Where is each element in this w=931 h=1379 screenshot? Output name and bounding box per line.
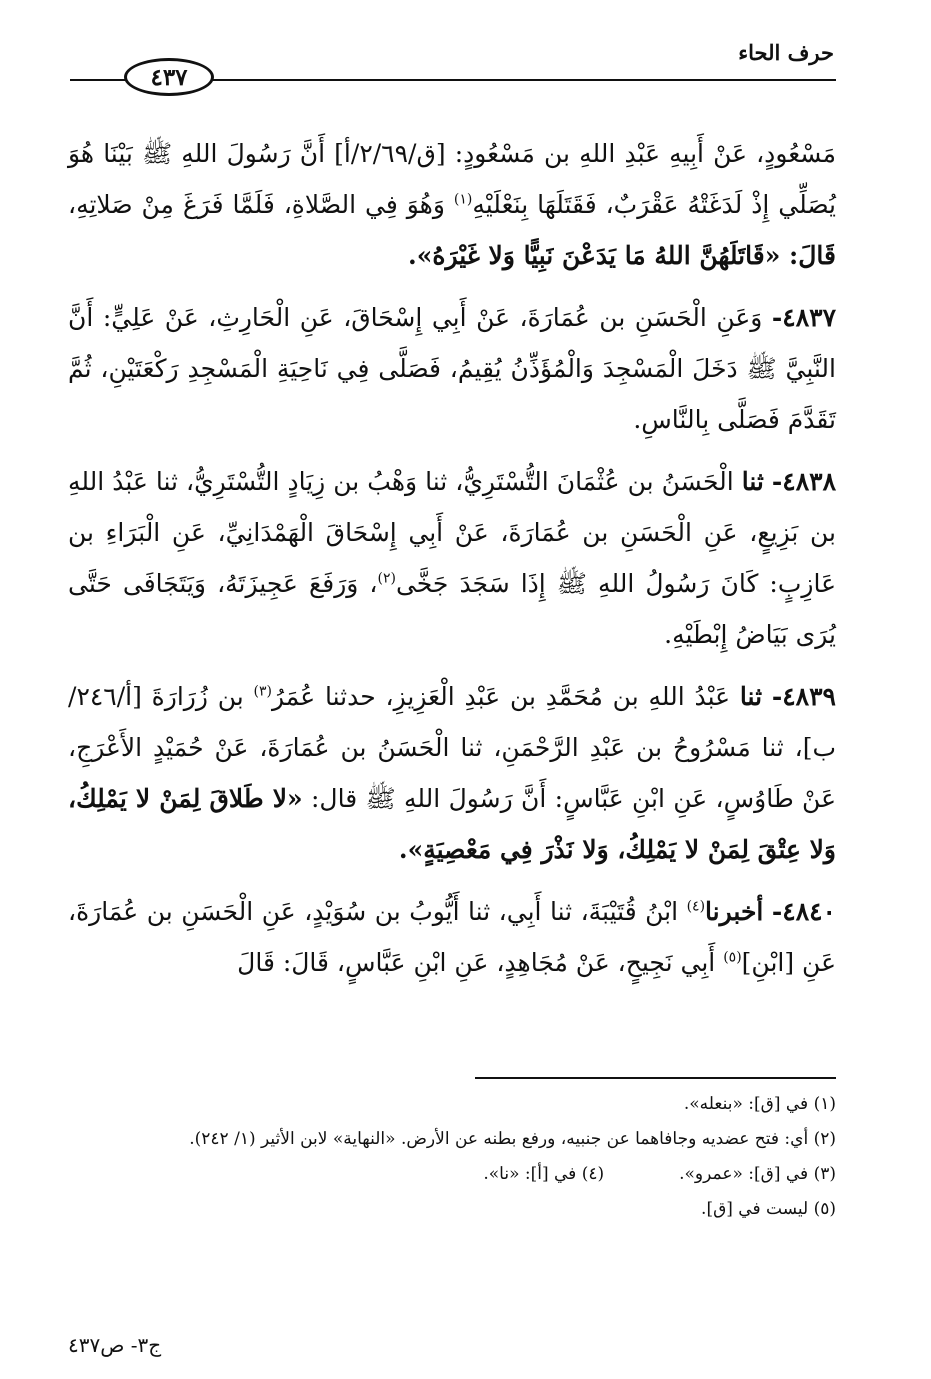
hadith-4839 (68, 671, 836, 875)
text-line: يُصَلِّي إِذْ لَدَغَتْهُ عَقْرَبٌ، فَقَتَلَهَا بِنَعْلَيْهِ (472, 190, 836, 219)
hadith-text: الْحَسَنُ بن عُثْمَانَ التُّسْتَرِيُّ، ثنا وَهْبُ بن زِيَادٍ التُّسْتَرِيُّ، ثنا عَبْدُ اللهِ بن بَزِيعٍ، عَنِ الْحَسَنِ بن عُمَارَةَ، عَنْ أَبِي إِسْحَاقَ الْهَمْدَانِيِّ، عَنِ الْبَرَاءِ بن عَازِبٍ: كَانَ رَسُولُ اللهِ ﷺ إِذَا سَجَدَ جَخَّى (68, 467, 836, 598)
hadith-text: وَعَنِ الْحَسَنِ بن عُمَارَةَ، عَنْ أَبِي إِسْحَاقَ، عَنِ الْحَارِثِ، عَنْ عَلِيٍّ: أَنَّ النَّبِيَّ ﷺ دَخَلَ الْمَسْجِدَ وَالْمُؤَذِّنُ يُقِيمُ، فَصَلَّى فِي نَاحِيَةِ الْمَسْجِدِ رَكْعَتَيْنِ، ثُمَّ تَقَدَّمَ فَصَلَّى بِالنَّاسِ. (68, 303, 836, 434)
page-number: ٤٣٧ (150, 63, 188, 91)
hadith-text: ، وَرَفَعَ عَجِيزَتَهُ، وَيَتَجَافَى حَتَّى يُرَى بَيَاضُ إِبْطَيْهِ. (68, 569, 836, 649)
hadith-4838 (68, 456, 836, 660)
text-line: وَهُوَ فِي الصَّلاةِ، فَلَمَّا فَرَغَ مِنْ صَلاتِهِ، (68, 190, 445, 219)
footnote-rule (475, 1077, 836, 1079)
chapter-title: حرف الحاء (738, 40, 834, 65)
chain-lead: أخبرنا (705, 897, 764, 926)
footnote: (١) في [ق]: «بنعله». (683, 1094, 836, 1114)
page-number-badge (124, 58, 214, 96)
footnote: (٣) في [ق]: «عمرو». (679, 1164, 836, 1184)
footnote-marker[interactable]: (١) (453, 191, 473, 208)
hadith-number: ٤٨٣٨- (771, 467, 837, 496)
footnote-marker[interactable]: (٢) (377, 570, 396, 587)
hadith-4840 (68, 886, 836, 988)
footnote-marker[interactable]: (٥) (723, 949, 742, 966)
hadith-4837 (68, 292, 836, 445)
page-reference: ج٣- ص٤٣٧ (68, 1333, 162, 1357)
hadith-text: أَبِي نَجِيحٍ، عَنْ مُجَاهِدٍ، عَنِ ابْنِ عَبَّاسٍ، قَالَ: قَالَ (237, 948, 716, 977)
paragraph-continuation (68, 128, 836, 281)
footnote-marker[interactable]: (٣) (253, 683, 273, 700)
footnote: (٥) ليست في [ق]. (701, 1199, 836, 1219)
prophetic-quote: «لا طَلاقَ لِمَنْ لا يَمْلِكُ، وَلا عِتْقَ لِمَنْ لا يَمْلِكُ، وَلا نَذْرَ فِي مَعْصِيَةٍ». (68, 784, 836, 864)
footnote: (٢) أي: فتح عضديه وجافاهما عن جنبيه، ورفع بطنه عن الأرض. «النهاية» لابن الأثير (١/ ٢٤٢). (189, 1129, 836, 1149)
footnotes (68, 1092, 836, 1232)
main-text (68, 128, 836, 999)
footnote-row (68, 1162, 836, 1187)
text-line: مَسْعُودٍ، عَنْ أَبِيهِ عَبْدِ اللهِ بن مَسْعُودٍ: [ق/٢/٦٩/أ] أَنَّ رَسُولَ اللهِ ﷺ بَيْنَا هُوَ (68, 139, 836, 168)
chain-lead: ثنا (741, 467, 764, 496)
hadith-text: عَبْدُ اللهِ بن مُحَمَّدِ بن عَبْدِ الْعَزِيزِ، حدثنا عُمَرُ (272, 682, 731, 711)
footnote-marker[interactable]: (٤) (686, 898, 706, 915)
hadith-number: ٤٨٣٧- (771, 303, 836, 332)
hadith-text: بن زُرَارَةَ [أ/٢٤٦/ب]، ثنا مَسْرُوحُ بن عَبْدِ الرَّحْمَنِ، ثنا الْحَسَنُ بن عُمَارَةَ، عَنْ حُمَيْدٍ الأَعْرَجِ، عَنْ طَاوُسٍ، عَنِ ابْنِ عَبَّاسٍ: أَنَّ رَسُولَ اللهِ ﷺ قال: (68, 682, 837, 813)
hadith-text: ابْنُ قُتَيْبَةَ، ثنا أَبِي، ثنا أَيُّوبُ بن سُوَيْدٍ، عَنِ الْحَسَنِ بن عُمَارَةَ، عَنِ [ابْنِ] (68, 897, 836, 977)
footnote: (٤) في [أ]: «نا». (483, 1164, 605, 1184)
chain-lead: ثنا (739, 682, 763, 711)
text-line: قَالَ: «قَاتَلَهُنَّ اللهُ مَا يَدَعْنَ نَبِيًّا وَلا غَيْرَهُ». (408, 241, 836, 270)
hadith-number: ٤٨٤٠- (771, 897, 836, 926)
hadith-number: ٤٨٣٩- (771, 682, 836, 711)
